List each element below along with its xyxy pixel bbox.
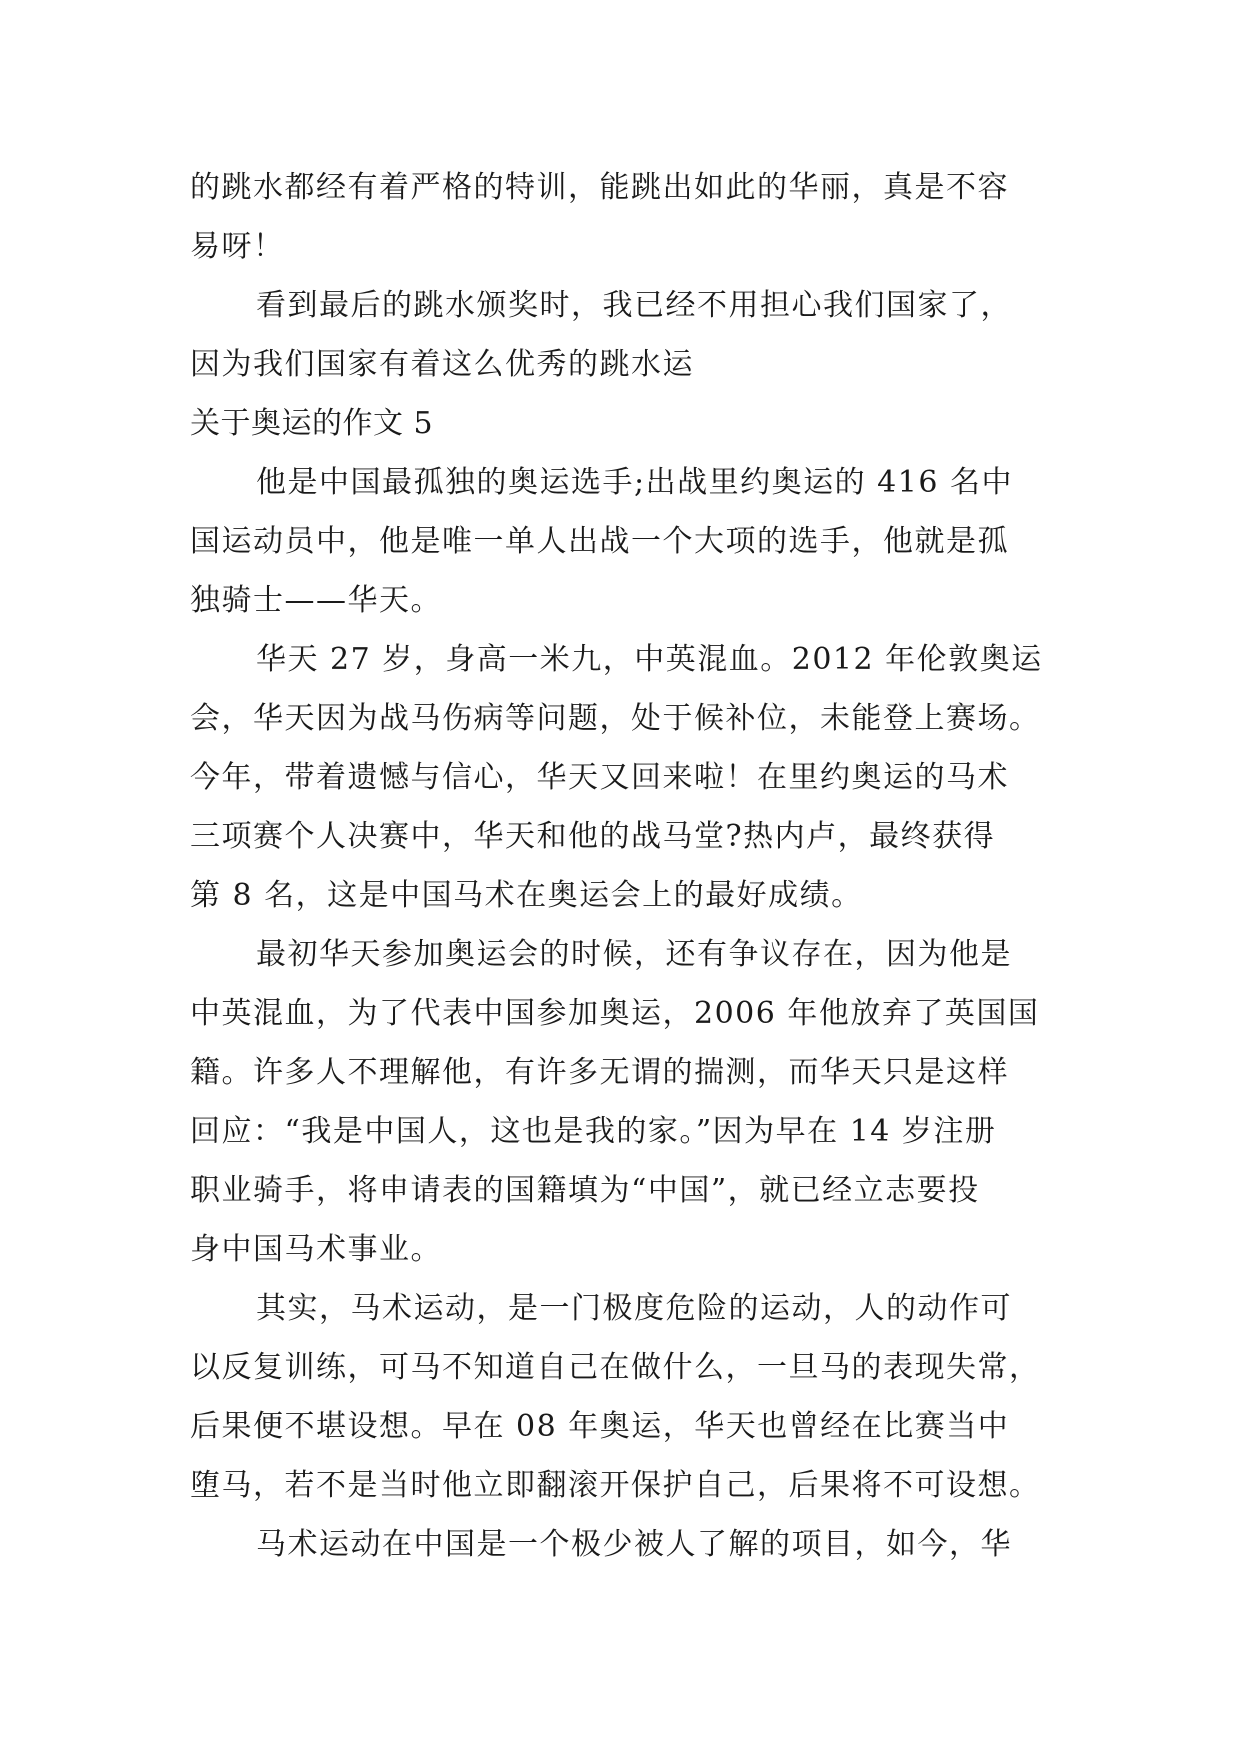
text-line: 籍。许多人不理解他，有许多无谓的揣测，而华天只是这样 (190, 1055, 1009, 1090)
text-line: 易呀！ (190, 229, 285, 264)
text-line: 中英混血，为了代表中国参加奥运，2006 年他放弃了英国国 (190, 996, 1040, 1031)
text-line: 他是中国最孤独的奥运选手;出战里约奥运的 416 名中 (256, 465, 1013, 500)
document-body (190, 158, 1050, 1574)
text-line: 回应：“我是中国人，这也是我的家。”因为早在 14 岁注册 (190, 1114, 997, 1149)
text-line: 最初华天参加奥运会的时候，还有争议存在，因为他是 (256, 937, 1012, 972)
text-line: 三项赛个人决赛中，华天和他的战马堂?热内卢，最终获得 (190, 819, 996, 854)
text-line: 第 8 名，这是中国马术在奥运会上的最好成绩。 (190, 878, 863, 913)
text-line: 后果便不堪设想。早在 08 年奥运，华天也曾经在比赛当中 (190, 1409, 1010, 1444)
text-line: 会，华天因为战马伤病等问题，处于候补位，未能登上赛场。 (190, 701, 1041, 736)
section-heading: 关于奥运的作文 5 (190, 406, 434, 441)
text-line: 独骑士——华天。 (190, 583, 442, 618)
text-line: 今年，带着遗憾与信心，华天又回来啦！在里约奥运的马术 (190, 760, 1009, 795)
text-line: 国运动员中，他是唯一单人出战一个大项的选手，他就是孤 (190, 524, 1009, 559)
text-line: 以反复训练，可马不知道自己在做什么，一旦马的表现失常， (190, 1350, 1041, 1385)
text-line: 的跳水都经有着严格的特训，能跳出如此的华丽，真是不容 (190, 170, 1009, 205)
text-line: 身中国马术事业。 (190, 1232, 442, 1267)
text-line: 堕马，若不是当时他立即翻滚开保护自己，后果将不可设想。 (190, 1468, 1041, 1503)
text-line: 因为我们国家有着这么优秀的跳水运 (190, 347, 694, 382)
text-line: 看到最后的跳水颁奖时，我已经不用担心我们国家了， (256, 288, 1012, 323)
text-line: 职业骑手，将申请表的国籍填为“中国”，就已经立志要投 (190, 1173, 980, 1208)
text-line: 其实，马术运动，是一门极度危险的运动，人的动作可 (256, 1291, 1012, 1326)
text-line: 马术运动在中国是一个极少被人了解的项目，如今，华 (256, 1527, 1012, 1562)
text-line: 华天 27 岁，身高一米九，中英混血。2012 年伦敦奥运 (256, 642, 1043, 677)
